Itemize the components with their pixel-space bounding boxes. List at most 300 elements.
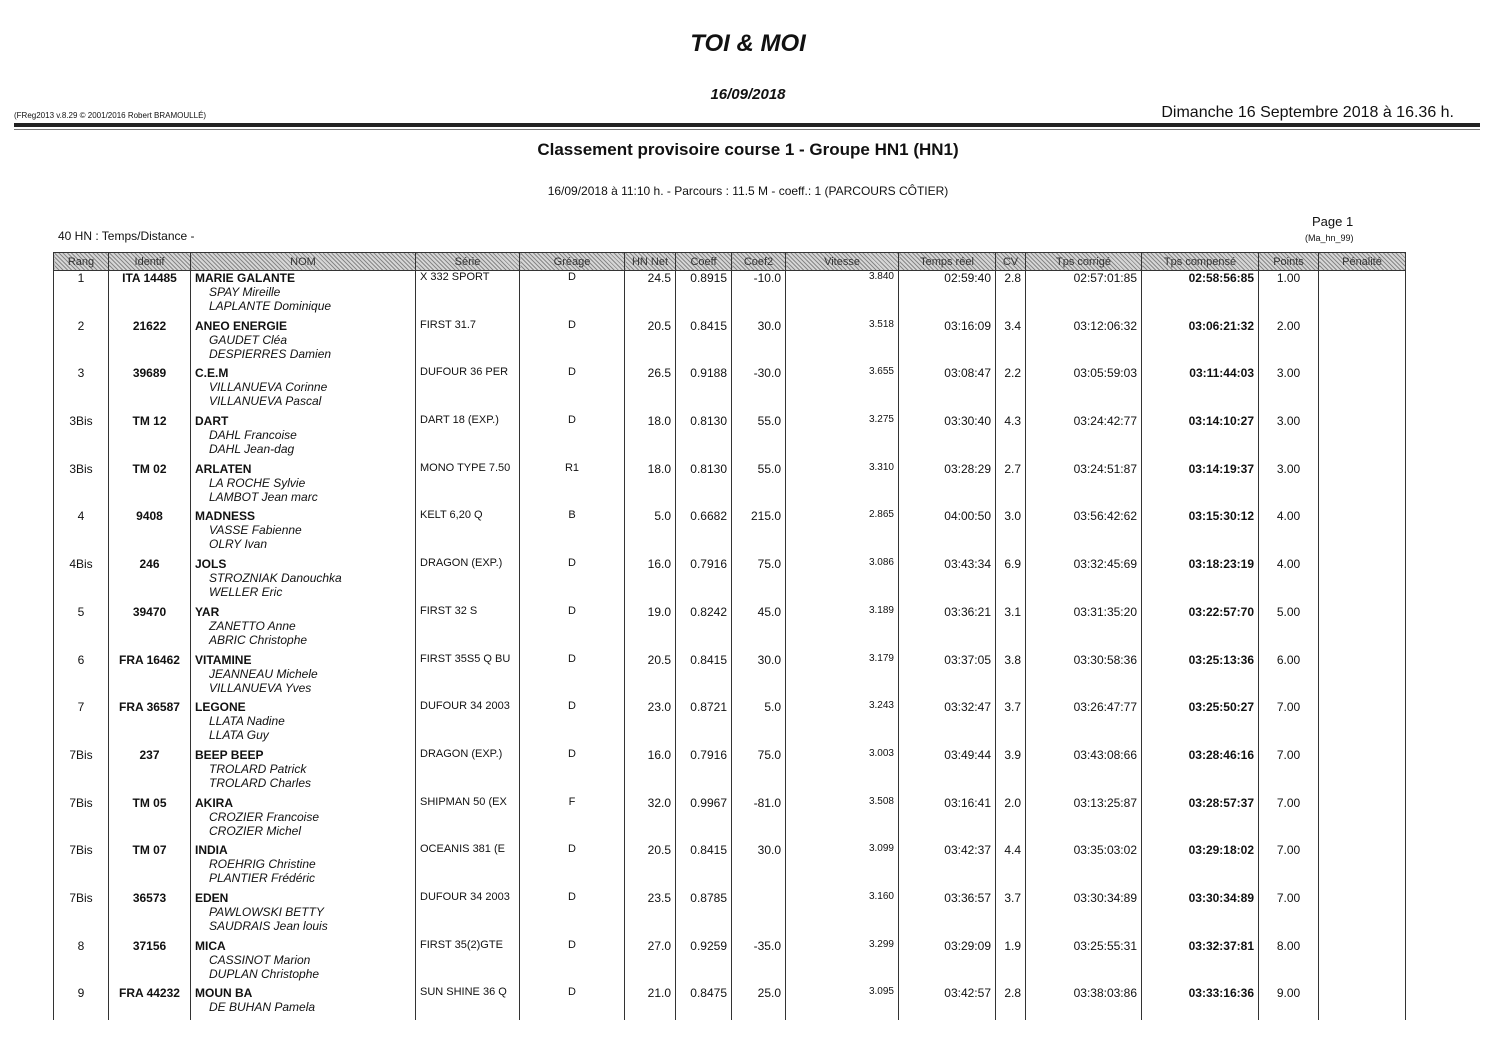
crew-member: TROLARD Charles [209,775,312,790]
results-table [53,252,1406,1020]
corrected-time-cell: 03:32:45:69 [1026,557,1142,605]
speed-cell: 3.518 [786,319,899,367]
real-time-cell: 03:16:41 [899,796,996,844]
sail-number-cell: 37156 [109,939,191,987]
sail-number-cell: 21622 [109,319,191,367]
crew-member: LAPLANTE Dominique [209,299,332,313]
handicap-cell: 26.5 [625,366,676,414]
corrected-time-cell: 03:25:55:31 [1026,939,1142,987]
rank-cell: 4Bis [54,557,109,605]
rig-cell: D [520,653,625,701]
name-cell [191,462,416,510]
penalty-cell [1319,796,1406,844]
handicap-cell: 20.5 [625,653,676,701]
name-cell [191,605,416,653]
table-row[interactable] [54,462,1406,510]
rank-cell: 5 [54,605,109,653]
penalty-cell [1319,271,1406,319]
handicap-cell: 16.0 [625,557,676,605]
handicap-cell: 21.0 [625,986,676,1020]
penalty-cell [1319,462,1406,510]
rank-cell: 9 [54,986,109,1020]
corrected-time-cell: 03:13:25:87 [1026,796,1142,844]
results-heading: Classement provisoire course 1 - Groupe HN1 (HN1) [537,140,959,159]
speed-cell: 3.095 [786,986,899,1020]
compensated-time-cell: 03:25:50:27 [1142,700,1259,748]
coefficient-cell: 0.9259 [676,939,732,987]
col-header[interactable]: Coeff [676,253,732,271]
points-cell: 3.00 [1259,366,1319,414]
sail-number-cell: 237 [109,748,191,796]
coefficient2-cell [732,891,786,939]
compensated-time-cell: 03:25:13:36 [1142,653,1259,701]
col-header[interactable]: Tps compensé [1142,253,1259,271]
handicap-cell: 27.0 [625,939,676,987]
speed-cell: 3.299 [786,939,899,987]
boat-name: VITAMINE [195,652,252,667]
points-cell: 5.00 [1259,605,1319,653]
points-cell: 8.00 [1259,939,1319,987]
header-rule-thin [14,129,1480,130]
table-row[interactable] [54,366,1406,414]
crew-member: VILLANUEVA Yves [209,680,312,695]
rank-cell: 7Bis [54,796,109,844]
speed-cell: 3.189 [786,605,899,653]
boat-name: MICA [195,938,226,953]
cv-cell: 2.8 [996,271,1026,319]
compensated-time-cell: 03:29:18:02 [1142,843,1259,891]
boat-name: AKIRA [195,795,233,810]
crew-member: LLATA Nadine [209,714,285,729]
compensated-time-cell: 03:14:10:27 [1142,414,1259,462]
points-cell: 9.00 [1259,986,1319,1020]
name-cell [191,986,416,1020]
rig-cell: D [520,748,625,796]
rank-cell: 3Bis [54,414,109,462]
boat-class-cell: DART 18 (EXP.) [416,414,520,462]
points-cell: 3.00 [1259,414,1319,462]
speed-cell: 3.086 [786,557,899,605]
boat-class-cell: MONO TYPE 7.50 [416,462,520,510]
table-row[interactable] [54,605,1406,653]
page-number: Page 1 [1312,214,1354,229]
coefficient-cell: 0.8415 [676,319,732,367]
table-row[interactable] [54,939,1406,987]
compensated-time-cell: 03:32:37:81 [1142,939,1259,987]
points-cell: 7.00 [1259,843,1319,891]
boat-class-cell: FIRST 32 S [416,605,520,653]
coefficient2-cell: 30.0 [732,319,786,367]
cv-cell: 2.0 [996,796,1026,844]
corrected-time-cell: 03:30:34:89 [1026,891,1142,939]
crew-member: VILLANUEVA Corinne [209,380,328,395]
speed-cell: 3.275 [786,414,899,462]
table-row[interactable] [54,986,1406,1020]
name-cell [191,700,416,748]
handicap-cell: 19.0 [625,605,676,653]
name-cell [191,843,416,891]
col-header[interactable]: HN Net [625,253,676,271]
penalty-cell [1319,700,1406,748]
speed-cell: 3.160 [786,891,899,939]
corrected-time-cell: 03:26:47:77 [1026,700,1142,748]
cv-cell: 6.9 [996,557,1026,605]
name-cell [191,653,416,701]
speed-cell: 3.003 [786,748,899,796]
crew-member: DESPIERRES Damien [209,346,332,361]
rank-cell: 7Bis [54,843,109,891]
col-header[interactable]: Vitesse [786,253,899,271]
penalty-cell [1319,509,1406,557]
cv-cell: 2.8 [996,986,1026,1020]
boat-name: MOUN BA [195,986,253,1001]
name-cell [191,748,416,796]
penalty-cell [1319,319,1406,367]
col-header[interactable]: Gréage [520,253,625,271]
coefficient-cell: 0.8130 [676,462,732,510]
print-date: Dimanche 16 Septembre 2018 à 16.36 h. [1161,104,1454,121]
table-row[interactable] [54,319,1406,367]
crew-member: WELLER Eric [209,585,283,600]
cv-cell: 3.1 [996,605,1026,653]
crew-member: LLATA Guy [209,728,269,743]
coefficient2-cell: 45.0 [732,605,786,653]
cv-cell: 3.7 [996,700,1026,748]
name-cell [191,796,416,844]
corrected-time-cell: 03:38:03:86 [1026,986,1142,1020]
name-cell [191,509,416,557]
coefficient2-cell: -81.0 [732,796,786,844]
speed-cell: 3.840 [786,271,899,319]
rig-cell: D [520,271,625,319]
coefficient-cell: 0.8785 [676,891,732,939]
col-header[interactable]: CV [996,253,1026,271]
points-cell: 7.00 [1259,891,1319,939]
handicap-cell: 20.5 [625,319,676,367]
corrected-time-cell: 03:56:42:62 [1026,509,1142,557]
sail-number-cell: 246 [109,557,191,605]
sail-number-cell: 39689 [109,366,191,414]
penalty-cell [1319,366,1406,414]
coefficient2-cell: -10.0 [732,271,786,319]
points-cell: 7.00 [1259,748,1319,796]
crew-member: LA ROCHE Sylvie [209,475,306,490]
boat-class-cell: SUN SHINE 36 Q [416,986,520,1020]
header-rule [14,123,1480,127]
cv-cell: 3.8 [996,653,1026,701]
sail-number-cell: TM 07 [109,843,191,891]
compensated-time-cell: 02:58:56:85 [1142,271,1259,319]
coefficient2-cell: 30.0 [732,653,786,701]
boat-class-cell: FIRST 31.7 [416,319,520,367]
real-time-cell: 03:30:40 [899,414,996,462]
sail-number-cell: 39470 [109,605,191,653]
rank-cell: 6 [54,653,109,701]
coefficient2-cell: 55.0 [732,414,786,462]
table-row[interactable] [54,271,1406,319]
rig-cell: D [520,366,625,414]
compensated-time-cell: 03:11:44:03 [1142,366,1259,414]
penalty-cell [1319,605,1406,653]
boat-name: YAR [195,604,220,619]
points-cell: 4.00 [1259,557,1319,605]
boat-name: MADNESS [195,509,256,524]
boat-class-cell: FIRST 35(2)GTE [416,939,520,987]
speed-cell: 3.243 [786,700,899,748]
coefficient-cell: 0.9967 [676,796,732,844]
col-header[interactable]: Temps réel [899,253,996,271]
col-header[interactable]: Série [416,253,520,271]
sail-number-cell: FRA 36587 [109,700,191,748]
crew-member: PLANTIER Frédéric [209,871,316,886]
points-cell: 7.00 [1259,796,1319,844]
speed-cell: 3.099 [786,843,899,891]
coefficient-cell: 0.8915 [676,271,732,319]
crew-member: DE BUHAN Pamela [209,1000,316,1015]
boat-name: BEEP BEEP [195,747,264,762]
cv-cell: 4.4 [996,843,1026,891]
crew-member: ABRIC Christophe [209,632,308,647]
rig-cell: D [520,414,625,462]
corrected-time-cell: 03:24:51:87 [1026,462,1142,510]
crew-member: LAMBOT Jean marc [209,489,318,504]
real-time-cell: 03:37:05 [899,653,996,701]
speed-cell: 3.508 [786,796,899,844]
sail-number-cell: 36573 [109,891,191,939]
real-time-cell: 03:36:21 [899,605,996,653]
table-header-row [54,253,1406,271]
crew-member: VASSE Fabienne [209,523,302,538]
name-cell [191,939,416,987]
sail-number-cell: 9408 [109,509,191,557]
coefficient-cell: 0.8475 [676,986,732,1020]
table-row[interactable] [54,653,1406,701]
sail-number-cell: FRA 44232 [109,986,191,1020]
col-header[interactable]: Pénalité [1319,253,1406,271]
table-row[interactable] [54,891,1406,939]
compensated-time-cell: 03:33:16:36 [1142,986,1259,1020]
coefficient-cell: 0.8415 [676,843,732,891]
speed-cell: 2.865 [786,509,899,557]
name-cell [191,557,416,605]
boat-name: C.E.M [195,366,229,381]
real-time-cell: 03:42:57 [899,986,996,1020]
coefficient2-cell: 5.0 [732,700,786,748]
corrected-time-cell: 02:57:01:85 [1026,271,1142,319]
real-time-cell: 03:32:47 [899,700,996,748]
coefficient-cell: 0.7916 [676,748,732,796]
coefficient2-cell: 75.0 [732,748,786,796]
real-time-cell: 03:16:09 [899,319,996,367]
sail-number-cell: TM 05 [109,796,191,844]
coefficient-cell: 0.9188 [676,366,732,414]
points-cell: 1.00 [1259,271,1319,319]
cv-cell: 2.7 [996,462,1026,510]
boat-name: INDIA [195,843,228,858]
rig-cell: D [520,843,625,891]
rig-cell: D [520,605,625,653]
rig-cell: D [520,891,625,939]
corrected-time-cell: 03:12:06:32 [1026,319,1142,367]
name-cell [191,414,416,462]
crew-member: PAWLOWSKI BETTY [209,904,324,919]
cv-cell: 4.3 [996,414,1026,462]
sail-number-cell: TM 12 [109,414,191,462]
boat-name: ARLATEN [195,461,252,476]
col-header[interactable]: Rang [54,253,109,271]
coefficient2-cell: 55.0 [732,462,786,510]
handicap-cell: 16.0 [625,748,676,796]
corrected-time-cell: 03:05:59:03 [1026,366,1142,414]
rank-cell: 7 [54,700,109,748]
col-header[interactable]: Coef2 [732,253,786,271]
crew-member: SAUDRAIS Jean louis [209,918,328,933]
speed-cell: 3.655 [786,366,899,414]
rank-cell: 4 [54,509,109,557]
boat-name: EDEN [195,890,229,905]
compensated-time-cell: 03:18:23:19 [1142,557,1259,605]
cv-cell: 2.2 [996,366,1026,414]
corrected-time-cell: 03:31:35:20 [1026,605,1142,653]
crew-member: DAHL Francoise [209,428,297,443]
col-header[interactable]: Tps corrigé [1026,253,1142,271]
real-time-cell: 04:00:50 [899,509,996,557]
boat-class-cell: SHIPMAN 50 (EX [416,796,520,844]
boat-name: MARIE GALANTE [195,271,295,285]
handicap-cell: 32.0 [625,796,676,844]
crew-member: DUPLAN Christophe [209,966,320,981]
software-credit: (FReg2013 v.8.29 © 2001/2016 Robert BRAMOULLÉ) [14,111,207,120]
penalty-cell [1319,414,1406,462]
cv-cell: 3.4 [996,319,1026,367]
corrected-time-cell: 03:43:08:66 [1026,748,1142,796]
table-row[interactable] [54,843,1406,891]
boat-class-cell: OCEANIS 381 (E [416,843,520,891]
handicap-cell: 24.5 [625,271,676,319]
real-time-cell: 03:08:47 [899,366,996,414]
crew-member: DAHL Jean-dag [209,442,295,457]
crew-member: CROZIER Michel [209,823,302,838]
col-header[interactable]: Identif [109,253,191,271]
rig-cell: D [520,319,625,367]
corrected-time-cell: 03:24:42:77 [1026,414,1142,462]
boat-class-cell: DRAGON (EXP.) [416,557,520,605]
real-time-cell: 03:42:37 [899,843,996,891]
points-cell: 3.00 [1259,462,1319,510]
coefficient2-cell: -30.0 [732,366,786,414]
corrected-time-cell: 03:35:03:02 [1026,843,1142,891]
rig-cell: D [520,939,625,987]
rank-cell: 1 [54,271,109,319]
penalty-cell [1319,557,1406,605]
boat-class-cell: DUFOUR 34 2003 [416,891,520,939]
rank-cell: 7Bis [54,891,109,939]
handicap-cell: 18.0 [625,414,676,462]
col-header[interactable]: NOM [191,253,416,271]
penalty-cell [1319,843,1406,891]
rig-cell: D [520,700,625,748]
name-cell [191,891,416,939]
name-cell [191,271,416,319]
table-row[interactable] [54,796,1406,844]
cv-cell: 3.9 [996,748,1026,796]
boat-class-cell: X 332 SPORT [416,271,520,319]
crew-member: SPAY Mireille [209,285,281,299]
compensated-time-cell: 03:28:46:16 [1142,748,1259,796]
crew-member: JEANNEAU Michele [209,666,318,681]
boat-class-cell: FIRST 35S5 Q BU [416,653,520,701]
boat-name: DART [195,414,229,429]
rig-cell: R1 [520,462,625,510]
rank-cell: 3 [54,366,109,414]
handicap-cell: 23.5 [625,891,676,939]
coefficient-cell: 0.7916 [676,557,732,605]
compensated-time-cell: 03:15:30:12 [1142,509,1259,557]
crew-member: CROZIER Francoise [209,809,320,824]
speed-cell: 3.179 [786,653,899,701]
coefficient2-cell: 30.0 [732,843,786,891]
name-cell [191,319,416,367]
results-table-wrapper [53,252,1405,1052]
real-time-cell: 03:49:44 [899,748,996,796]
table-row[interactable] [54,414,1406,462]
points-cell: 2.00 [1259,319,1319,367]
table-row[interactable] [54,509,1406,557]
col-header[interactable]: Points [1259,253,1319,271]
cv-cell: 1.9 [996,939,1026,987]
coefficient-cell: 0.8130 [676,414,732,462]
coefficient-cell: 0.8721 [676,700,732,748]
handicap-cell: 23.0 [625,700,676,748]
table-row[interactable] [54,748,1406,796]
coefficient-cell: 0.6682 [676,509,732,557]
coefficient-cell: 0.8415 [676,653,732,701]
page-reference: (Ma_hn_99) [1305,233,1354,243]
rank-cell: 8 [54,939,109,987]
table-row[interactable] [54,700,1406,748]
compensated-time-cell: 03:28:57:37 [1142,796,1259,844]
real-time-cell: 03:28:29 [899,462,996,510]
sail-number-cell: ITA 14485 [109,271,191,319]
boat-class-cell: DUFOUR 36 PER [416,366,520,414]
sail-number-cell: TM 02 [109,462,191,510]
rig-cell: D [520,986,625,1020]
rank-cell: 7Bis [54,748,109,796]
document-title: TOI & MOI [690,30,806,57]
rig-cell: D [520,557,625,605]
document-date: 16/09/2018 [710,86,786,103]
rank-cell: 2 [54,319,109,367]
crew-member: VILLANUEVA Pascal [209,394,322,409]
boat-name: JOLS [195,557,227,572]
penalty-cell [1319,653,1406,701]
compensated-time-cell: 03:30:34:89 [1142,891,1259,939]
penalty-cell [1319,748,1406,796]
points-cell: 6.00 [1259,653,1319,701]
penalty-cell [1319,939,1406,987]
coefficient2-cell: 75.0 [732,557,786,605]
scoring-mode: 40 HN : Temps/Distance - [58,229,195,243]
boat-class-cell: DRAGON (EXP.) [416,748,520,796]
real-time-cell: 03:36:57 [899,891,996,939]
crew-member: OLRY Ivan [209,537,268,552]
crew-member: ROEHRIG Christine [209,857,316,872]
table-row[interactable] [54,557,1406,605]
coefficient2-cell: 215.0 [732,509,786,557]
compensated-time-cell: 03:06:21:32 [1142,319,1259,367]
name-cell [191,366,416,414]
speed-cell: 3.310 [786,462,899,510]
